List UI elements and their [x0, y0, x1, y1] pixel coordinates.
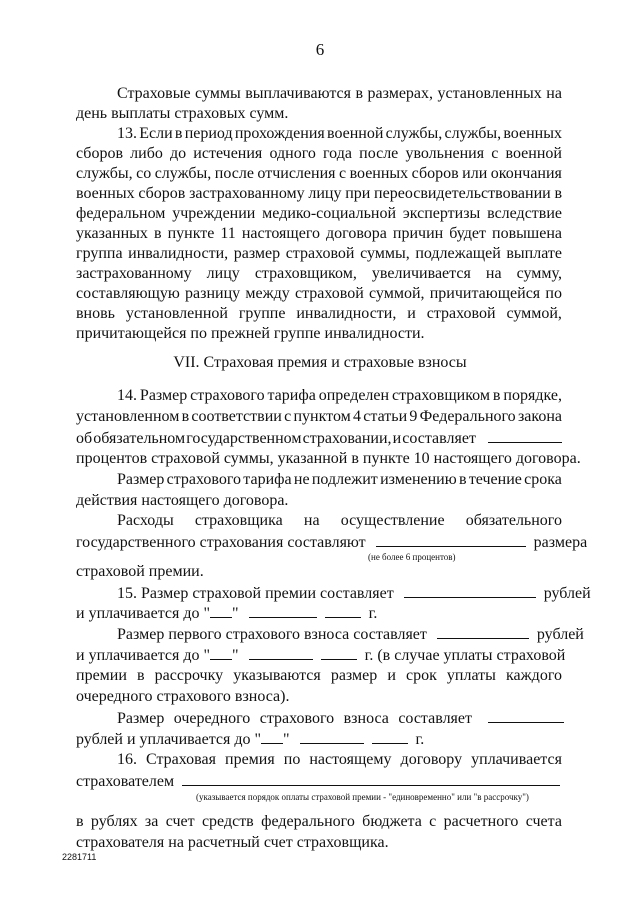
word: пунктом	[293, 408, 351, 425]
text-fragment: размера	[533, 534, 588, 551]
word: 11	[220, 225, 236, 242]
text-line	[117, 124, 562, 144]
word: и	[392, 430, 402, 447]
word: сборов	[76, 145, 123, 162]
word: суммой,	[506, 305, 562, 322]
text-line	[117, 470, 562, 490]
word: рассрочку	[154, 667, 224, 684]
text-fragment: рублей	[543, 585, 591, 602]
text-line: действия настоящего договора.	[76, 492, 289, 509]
word: составляет	[398, 710, 472, 727]
word: в	[355, 85, 364, 102]
text-fragment: "	[232, 605, 239, 622]
word: на	[303, 512, 320, 529]
text-fragment: и уплачивается до "	[76, 605, 211, 622]
word: страховой	[426, 305, 496, 322]
field-caption: (не более 6 процентов)	[368, 552, 456, 562]
word: страхового	[190, 387, 265, 404]
text-line	[117, 750, 562, 770]
word: договору	[400, 751, 463, 768]
word: расчетного	[443, 813, 519, 830]
word: вследствие	[487, 205, 562, 222]
word: составляет	[402, 430, 476, 447]
word: Размер	[117, 471, 165, 488]
word: настоящего	[241, 225, 320, 242]
blank-field[interactable]	[325, 603, 361, 618]
word: застрахованному	[189, 185, 305, 202]
word: страховании,	[302, 430, 392, 447]
text-line: день выплаты страховых сумм.	[76, 105, 289, 122]
text-fragment: "	[283, 731, 290, 748]
word: группе	[238, 305, 286, 322]
blank-field[interactable]	[300, 729, 364, 744]
word: 4	[353, 408, 362, 425]
word: не	[293, 471, 310, 488]
word: причитающейся	[429, 285, 541, 302]
text-fragment: г.	[368, 605, 378, 622]
word: по	[545, 285, 562, 302]
word: в	[137, 667, 145, 684]
word: статьи	[363, 408, 408, 425]
field-caption: (указывается порядок оплаты страховой премии - "единовременно" или "в рассрочку")	[196, 792, 529, 802]
word: с	[284, 408, 292, 425]
text-fragment: 15. Размер страховой премии составляет	[117, 585, 394, 602]
text-line: процентов страховой суммы, указанной в пункте 10 настоящего договора.	[76, 450, 581, 467]
word: повышена	[492, 225, 562, 242]
blank-field[interactable]	[372, 729, 408, 744]
word: страховой	[295, 285, 364, 302]
word: в	[76, 813, 84, 830]
text-fragment: "	[232, 647, 239, 664]
text-line	[117, 511, 562, 531]
word: уплачивается	[471, 751, 562, 768]
word: с	[491, 145, 499, 162]
text-fragment: рублей и уплачивается до "	[76, 731, 262, 748]
word: при	[345, 185, 371, 202]
word: года	[323, 145, 352, 162]
word: в	[458, 471, 467, 488]
text-line	[76, 532, 587, 553]
text-words	[76, 429, 476, 449]
blank-field[interactable]	[210, 603, 232, 618]
text-fragment: рублей	[536, 626, 584, 643]
word: подлежащей	[415, 245, 501, 262]
word: и	[387, 667, 396, 684]
blank-field[interactable]	[210, 645, 232, 660]
word: после	[214, 165, 254, 182]
word: каждого	[505, 667, 562, 684]
text-fragment: государственного страхования составляют	[76, 534, 366, 551]
word: пункте	[167, 225, 215, 242]
word: закона	[517, 408, 562, 425]
word: военных	[76, 185, 135, 202]
text-line	[76, 204, 562, 224]
word: инвалидности,	[296, 305, 397, 322]
word: или	[462, 165, 488, 182]
word: отчисления	[257, 165, 336, 182]
word: одного	[269, 145, 316, 162]
word: в	[181, 408, 190, 425]
word: тарифа	[267, 387, 316, 404]
word: Страховые	[117, 85, 191, 102]
word: размер	[233, 245, 281, 262]
word: окончания	[490, 165, 562, 182]
word: до	[170, 145, 187, 162]
word: об	[76, 430, 93, 447]
text-line	[76, 164, 562, 184]
word: медико-социальной	[262, 205, 397, 222]
word: размер	[330, 667, 378, 684]
word: федеральном	[76, 205, 166, 222]
word: установленном	[76, 408, 180, 425]
word: военной	[505, 145, 562, 162]
word: составляющую	[76, 285, 180, 302]
text-line	[76, 144, 562, 164]
word: изменению	[380, 471, 457, 488]
text-line: страхователя на расчетный счет страховщика.	[76, 834, 389, 851]
word: после	[359, 145, 399, 162]
word: очередного	[173, 710, 251, 727]
text-line	[76, 428, 562, 449]
word: обязательном	[93, 430, 186, 447]
word: 13.	[117, 125, 137, 142]
word: истечения	[193, 145, 263, 162]
word: Федерального	[419, 408, 516, 425]
text-line	[117, 624, 584, 645]
word: застрахованному	[76, 265, 192, 282]
text-fragment: и уплачивается до "	[76, 647, 211, 664]
word: сборов	[138, 185, 186, 202]
word: порядке,	[503, 387, 562, 404]
word: будет	[449, 225, 487, 242]
blank-field[interactable]	[249, 603, 317, 618]
word: и	[407, 305, 416, 322]
word: Если	[139, 125, 173, 142]
text-fragment: г. (в случае уплаты страховой	[364, 647, 566, 664]
word: подлежит	[311, 471, 378, 488]
word: страховщиком	[392, 387, 490, 404]
text-fragment: г.	[415, 731, 425, 748]
word: сборов	[411, 165, 459, 182]
word: 9	[409, 408, 418, 425]
page-number: 6	[315, 40, 325, 59]
text-line	[76, 645, 565, 666]
word: с	[429, 813, 437, 830]
word: суммы,	[360, 245, 410, 262]
blank-field[interactable]	[249, 645, 313, 660]
word: установленных	[437, 85, 542, 102]
word: увеличивается	[371, 265, 471, 282]
word: 16.	[117, 751, 137, 768]
word: с	[338, 165, 347, 182]
word: на	[485, 265, 502, 282]
word: страховой	[285, 245, 355, 262]
text-line	[76, 284, 562, 304]
word: срока	[524, 471, 562, 488]
word: страховщика	[194, 512, 283, 529]
word: Расходы	[117, 512, 174, 529]
word: в	[153, 225, 162, 242]
blank-field[interactable]	[404, 583, 536, 598]
text-line	[76, 264, 562, 284]
word: обязательного	[465, 512, 562, 529]
word: федерального	[261, 813, 355, 830]
blank-field[interactable]	[437, 624, 529, 639]
word: прохождения	[234, 125, 325, 142]
text-line	[76, 244, 562, 264]
word: военных	[349, 165, 409, 182]
word: лицу	[206, 265, 240, 282]
word: увольнения	[405, 145, 485, 162]
word: страхового	[166, 471, 241, 488]
word: течение	[468, 471, 522, 488]
blank-field[interactable]	[182, 771, 560, 786]
word: средств	[201, 813, 254, 830]
word: уплаты	[446, 667, 496, 684]
word: указываются	[233, 667, 321, 684]
text-line	[76, 184, 562, 204]
text-line: очередного страхового взноса).	[76, 688, 290, 705]
word: соответствии	[191, 408, 282, 425]
word: настоящему	[309, 751, 392, 768]
word: 14.	[117, 387, 137, 404]
word: в	[174, 125, 183, 142]
text-line	[76, 224, 562, 244]
word: военных	[503, 125, 562, 142]
word: экспертизы	[402, 205, 481, 222]
word: в	[492, 387, 501, 404]
word: за	[144, 813, 159, 830]
text-fragment: страхователем	[76, 773, 175, 790]
word: бюджета	[362, 813, 422, 830]
word: суммы	[195, 85, 241, 102]
text-line	[76, 729, 424, 750]
blank-field[interactable]	[261, 729, 283, 744]
word: службы,	[76, 165, 133, 182]
word: военной	[327, 125, 384, 142]
word: размерах,	[367, 85, 434, 102]
word: переосвидетельствовании	[374, 185, 551, 202]
blank-field[interactable]	[488, 428, 562, 443]
word: вновь	[76, 305, 115, 322]
text-line	[76, 304, 562, 324]
word: страхового	[259, 710, 335, 727]
word: осуществление	[340, 512, 445, 529]
word: премия	[225, 751, 275, 768]
word: установленной	[125, 305, 228, 322]
word: Размер	[139, 387, 188, 404]
word: период	[184, 125, 233, 142]
document-id: 2281711	[62, 852, 97, 862]
text-line: причитающейся по прежней группе инвалидности.	[76, 325, 425, 342]
word: группа	[76, 245, 123, 262]
word: сумму,	[516, 265, 562, 282]
text-line	[76, 407, 562, 427]
word: счет	[165, 813, 195, 830]
word: счета	[525, 813, 562, 830]
text-line: страховой премии.	[76, 563, 204, 580]
word: премии	[76, 667, 127, 684]
word: выплате	[506, 245, 562, 262]
word: на	[546, 85, 562, 102]
text-line	[76, 771, 560, 792]
word: либо	[130, 145, 163, 162]
word: выплачиваются	[245, 85, 351, 102]
word: службы,	[444, 125, 502, 142]
text-line	[117, 583, 591, 604]
word: между	[245, 285, 290, 302]
text-words	[117, 709, 472, 729]
word: суммой,	[369, 285, 425, 302]
word: определен	[318, 387, 390, 404]
blank-field[interactable]	[488, 708, 564, 723]
word: по	[283, 751, 301, 768]
word: в	[554, 185, 562, 202]
text-line	[117, 708, 564, 729]
word: взноса	[343, 710, 389, 727]
word: договора	[326, 225, 387, 242]
text-line	[76, 603, 377, 624]
word: разницу	[185, 285, 241, 302]
word: указанных	[76, 225, 148, 242]
text-line	[117, 386, 562, 406]
word: Размер	[117, 710, 165, 727]
word: со	[136, 165, 152, 182]
text-fragment: Размер первого страхового взноса составляет	[117, 626, 427, 643]
word: учреждении	[172, 205, 256, 222]
word: срок	[405, 667, 437, 684]
word: службы,	[385, 125, 443, 142]
text-line	[76, 812, 562, 832]
word: государственном	[186, 430, 302, 447]
text-line	[117, 84, 562, 104]
word: страховщиком,	[254, 265, 357, 282]
word: инвалидности,	[128, 245, 229, 262]
blank-field[interactable]	[376, 532, 526, 547]
word: Страховая	[146, 751, 216, 768]
blank-field[interactable]	[321, 645, 357, 660]
word: рублях	[90, 813, 138, 830]
text-line	[76, 666, 562, 686]
section-heading: VII. Страховая премия и страховые взносы	[173, 354, 467, 371]
word: причин	[392, 225, 444, 242]
word: лицу	[308, 185, 342, 202]
word: тарифа	[243, 471, 292, 488]
word: службы,	[154, 165, 212, 182]
